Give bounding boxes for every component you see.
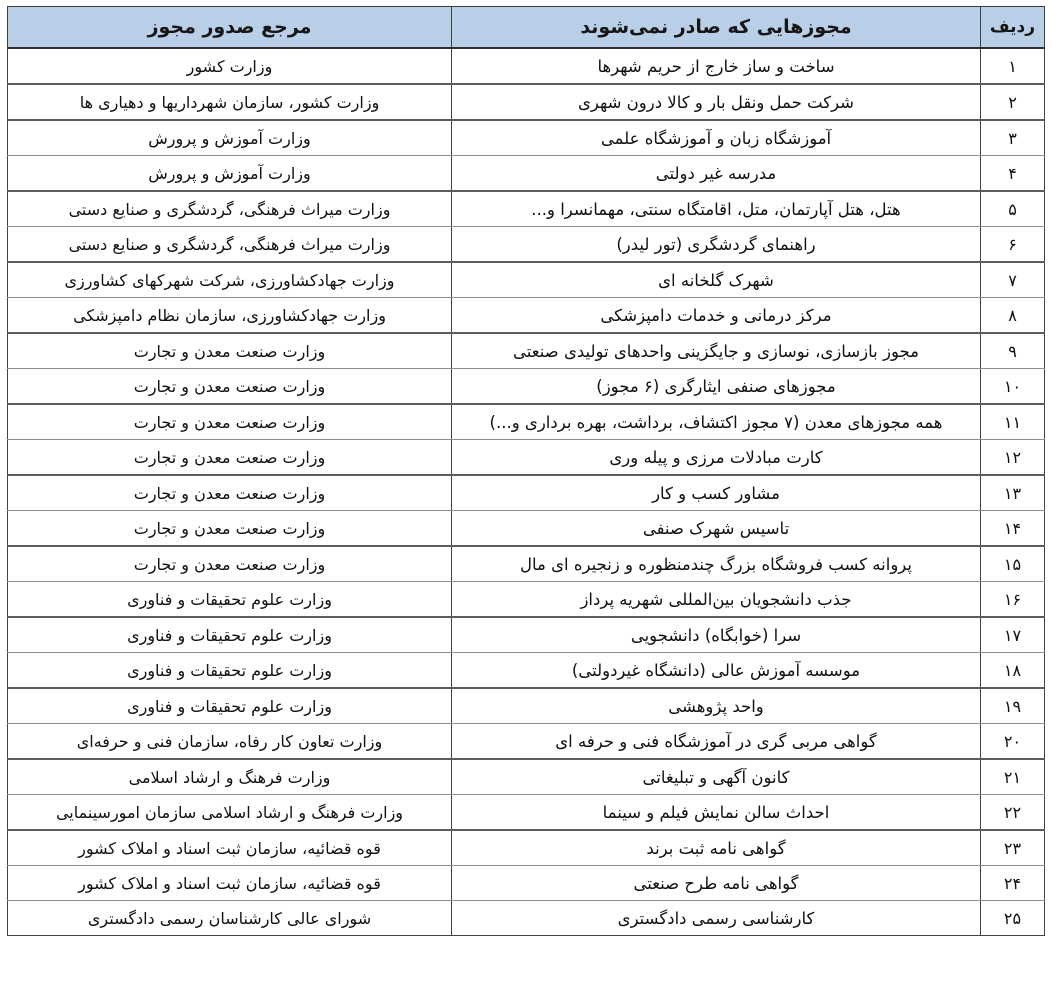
table-row [8, 511, 1045, 547]
cell-row-index: ۱۱ [981, 404, 1045, 440]
cell-license-title: پروانه کسب فروشگاه بزرگ چندمنظوره و زنجیره ای مال [452, 546, 981, 582]
cell-license-title: ساخت و ساز خارج از حریم شهرها [452, 48, 981, 84]
cell-license-title: احداث سالن نمایش فیلم و سینما [452, 795, 981, 831]
table-row [8, 901, 1045, 936]
cell-issuing-authority: وزارت فرهنگ و ارشاد اسلامی [8, 759, 452, 795]
table-row [8, 333, 1045, 369]
cell-row-index: ۱۰ [981, 369, 1045, 405]
table-row [8, 546, 1045, 582]
cell-row-index: ۱۴ [981, 511, 1045, 547]
cell-issuing-authority: وزارت علوم تحقیقات و فناوری [8, 617, 452, 653]
cell-license-title: مشاور کسب و کار [452, 475, 981, 511]
cell-license-title: مدرسه غیر دولتی [452, 156, 981, 192]
cell-issuing-authority: وزارت صنعت معدن و تجارت [8, 369, 452, 405]
cell-license-title: کارت مبادلات مرزی و پیله وری [452, 440, 981, 476]
cell-issuing-authority: وزارت آموزش و پرورش [8, 156, 452, 192]
cell-row-index: ۱ [981, 48, 1045, 84]
cell-issuing-authority: وزارت صنعت معدن و تجارت [8, 440, 452, 476]
cell-issuing-authority: وزارت صنعت معدن و تجارت [8, 404, 452, 440]
cell-license-title: جذب دانشجویان بین‌المللی شهریه پرداز [452, 582, 981, 618]
cell-license-title: آموزشگاه زبان و آموزشگاه علمی [452, 120, 981, 156]
cell-issuing-authority: قوه قضائیه، سازمان ثبت اسناد و املاک کشور [8, 830, 452, 866]
cell-issuing-authority: وزارت علوم تحقیقات و فناوری [8, 688, 452, 724]
cell-license-title: راهنمای گردشگری (تور لیدر) [452, 227, 981, 263]
table-header-row [8, 7, 1045, 49]
table-row [8, 156, 1045, 192]
cell-row-index: ۲ [981, 84, 1045, 120]
cell-issuing-authority: وزارت جهادکشاورزی، شرکت شهرکهای کشاورزی [8, 262, 452, 298]
table-row [8, 227, 1045, 263]
cell-row-index: ۱۵ [981, 546, 1045, 582]
cell-issuing-authority: وزارت صنعت معدن و تجارت [8, 546, 452, 582]
table-body [8, 48, 1045, 936]
cell-row-index: ۸ [981, 298, 1045, 334]
table-row [8, 617, 1045, 653]
table-row [8, 475, 1045, 511]
cell-license-title: شهرک گلخانه ای [452, 262, 981, 298]
cell-issuing-authority: قوه قضائیه، سازمان ثبت اسناد و املاک کشور [8, 866, 452, 901]
cell-row-index: ۶ [981, 227, 1045, 263]
table-row [8, 653, 1045, 689]
column-header-index: ردیف [981, 7, 1045, 49]
table-header [8, 7, 1045, 49]
table-row [8, 866, 1045, 901]
table-row [8, 48, 1045, 84]
cell-row-index: ۲۳ [981, 830, 1045, 866]
cell-row-index: ۱۶ [981, 582, 1045, 618]
cell-row-index: ۲۲ [981, 795, 1045, 831]
cell-issuing-authority: وزارت آموزش و پرورش [8, 120, 452, 156]
cell-row-index: ۹ [981, 333, 1045, 369]
cell-issuing-authority: وزارت فرهنگ و ارشاد اسلامی سازمان امورسینمایی [8, 795, 452, 831]
cell-issuing-authority: وزارت جهادکشاورزی، سازمان نظام دامپزشکی [8, 298, 452, 334]
cell-row-index: ۱۲ [981, 440, 1045, 476]
cell-row-index: ۴ [981, 156, 1045, 192]
cell-row-index: ۱۳ [981, 475, 1045, 511]
cell-license-title: کارشناسی رسمی دادگستری [452, 901, 981, 936]
cell-license-title: کانون آگهی و تبلیغاتی [452, 759, 981, 795]
cell-row-index: ۱۸ [981, 653, 1045, 689]
cell-license-title: همه مجوزهای معدن (۷ مجوز اکتشاف، برداشت، بهره برداری و...) [452, 404, 981, 440]
table-row [8, 688, 1045, 724]
cell-license-title: هتل، هتل آپارتمان، متل، اقامتگاه سنتی، مهمانسرا و... [452, 191, 981, 227]
cell-issuing-authority: وزارت تعاون کار رفاه، سازمان فنی و حرفه‌ای [8, 724, 452, 760]
cell-row-index: ۳ [981, 120, 1045, 156]
cell-issuing-authority: وزارت صنعت معدن و تجارت [8, 475, 452, 511]
cell-license-title: شرکت حمل ونقل بار و کالا درون شهری [452, 84, 981, 120]
cell-row-index: ۲۱ [981, 759, 1045, 795]
cell-license-title: موسسه آموزش عالی (دانشگاه غیردولتی) [452, 653, 981, 689]
cell-license-title: گواهی مربی گری در آموزشگاه فنی و حرفه ای [452, 724, 981, 760]
table-row [8, 191, 1045, 227]
cell-license-title: گواهی نامه طرح صنعتی [452, 866, 981, 901]
cell-row-index: ۲۰ [981, 724, 1045, 760]
cell-license-title: مرکز درمانی و خدمات دامپزشکی [452, 298, 981, 334]
cell-license-title: تاسیس شهرک صنفی [452, 511, 981, 547]
cell-issuing-authority: وزارت میراث فرهنگی، گردشگری و صنایع دستی [8, 191, 452, 227]
column-header-title: مجوزهایی که صادر نمی‌شوند [452, 7, 981, 49]
table-row [8, 404, 1045, 440]
cell-row-index: ۵ [981, 191, 1045, 227]
cell-license-title: مجوز بازسازی، نوسازی و جایگزینی واحدهای تولیدی صنعتی [452, 333, 981, 369]
cell-issuing-authority: وزارت کشور [8, 48, 452, 84]
table-row [8, 84, 1045, 120]
cell-row-index: ۷ [981, 262, 1045, 298]
cell-issuing-authority: وزارت میراث فرهنگی، گردشگری و صنایع دستی [8, 227, 452, 263]
table-row [8, 369, 1045, 405]
cell-license-title: گواهی نامه ثبت برند [452, 830, 981, 866]
cell-row-index: ۲۴ [981, 866, 1045, 901]
table-row [8, 759, 1045, 795]
cell-row-index: ۱۹ [981, 688, 1045, 724]
cell-issuing-authority: وزارت کشور، سازمان شهرداریها و دهیاری ها [8, 84, 452, 120]
table-row [8, 298, 1045, 334]
table-row [8, 795, 1045, 831]
cell-row-index: ۲۵ [981, 901, 1045, 936]
cell-license-title: سرا (خوابگاه) دانشجویی [452, 617, 981, 653]
cell-issuing-authority: وزارت علوم تحقیقات و فناوری [8, 582, 452, 618]
cell-issuing-authority: وزارت صنعت معدن و تجارت [8, 511, 452, 547]
table-row [8, 120, 1045, 156]
table-row [8, 582, 1045, 618]
cell-license-title: واحد پژوهشی [452, 688, 981, 724]
licenses-table [7, 6, 1045, 936]
table-row [8, 262, 1045, 298]
table-row [8, 830, 1045, 866]
cell-license-title: مجوزهای صنفی ایثارگری (۶ مجوز) [452, 369, 981, 405]
table-row [8, 724, 1045, 760]
cell-issuing-authority: وزارت علوم تحقیقات و فناوری [8, 653, 452, 689]
cell-issuing-authority: وزارت صنعت معدن و تجارت [8, 333, 452, 369]
table-row [8, 440, 1045, 476]
cell-row-index: ۱۷ [981, 617, 1045, 653]
cell-issuing-authority: شورای عالی کارشناسان رسمی دادگستری [8, 901, 452, 936]
column-header-issuer: مرجع صدور مجوز [8, 7, 452, 49]
